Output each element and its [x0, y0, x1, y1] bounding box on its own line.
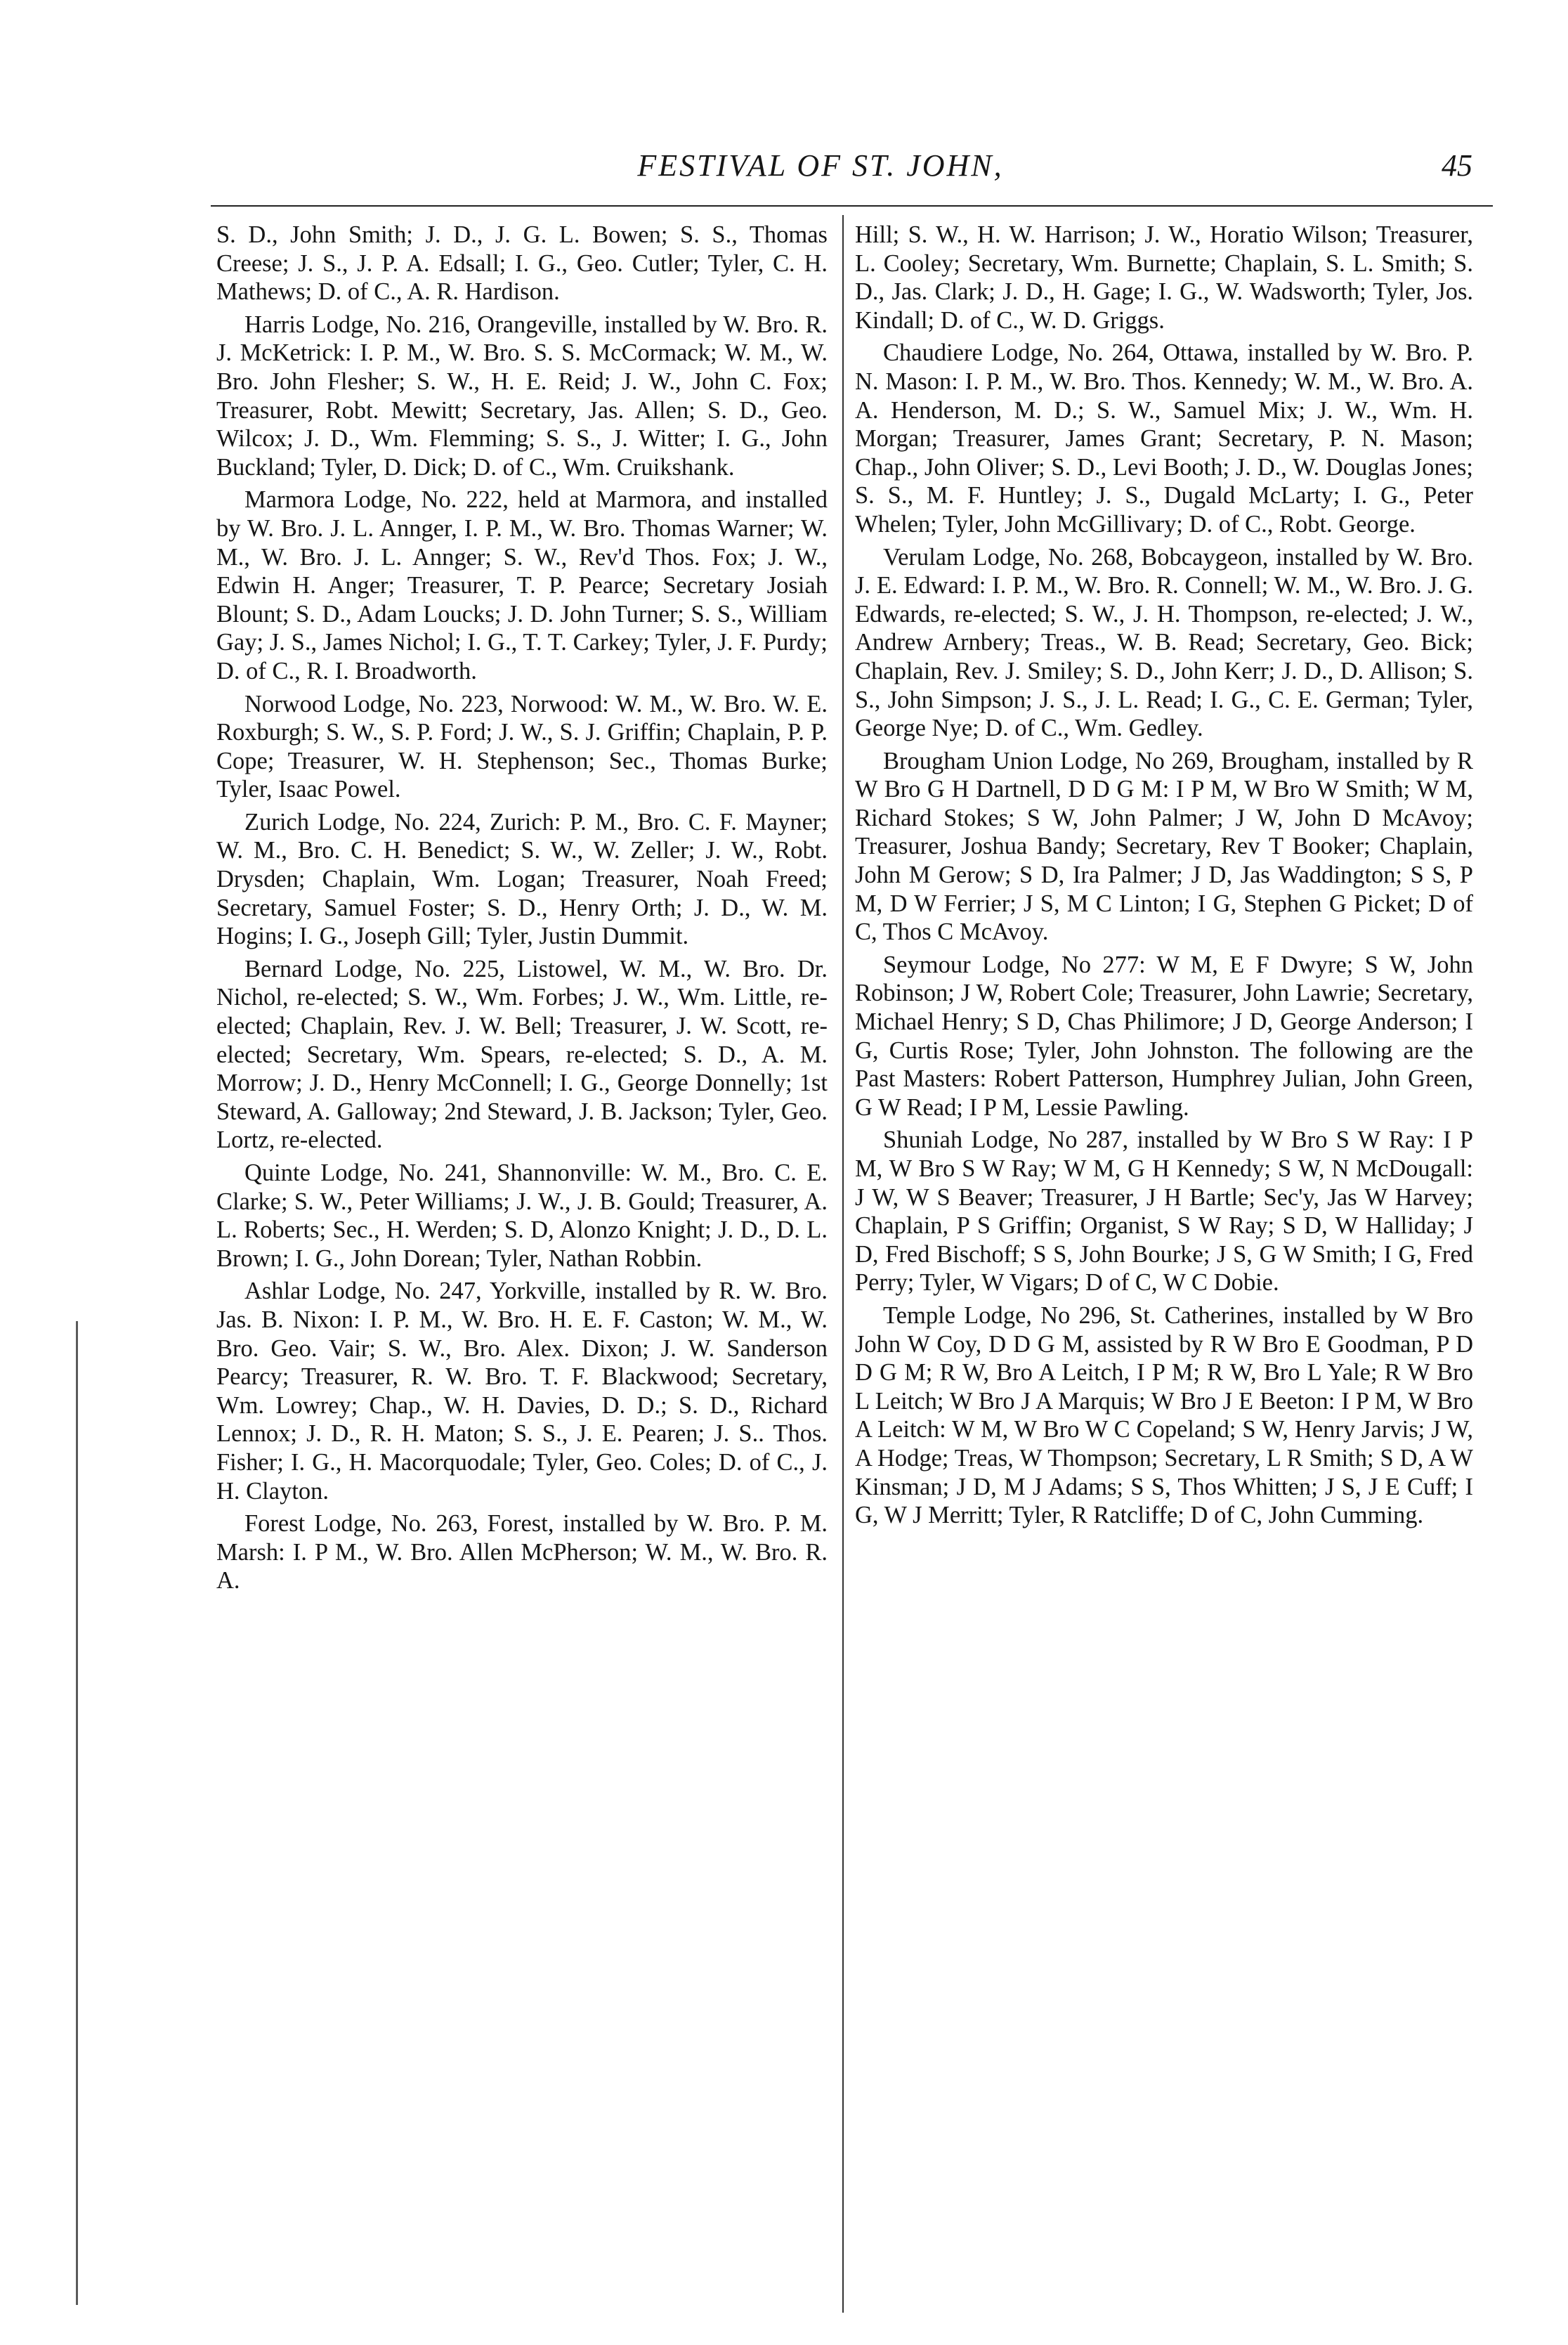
lodge-entry: Ashlar Lodge, No. 247, Yorkville, installed by R. W. Bro. Jas. B. Nixon: I. P. M., W. Bro. H. E. F. Caston; W. M., W. Bro. Geo. Vair; S. W., Bro. Alex. Dixon; J. W. Sanderson Pearcy; Treasurer, R. W. Bro. T. F. Blackwood; Secretary, Wm. Lowrey; Chap., W. H. Davies, D. D.; S. D., Richard Lennox; J. D., R. H. Maton; S. S., J. E. Pearen; J. S.. Thos. Fisher; I. G., H. Macorquodale; Tyler, Geo. Coles; D. of C., J. H. Clayton. — [216, 1278, 828, 1505]
lodge-entry: Marmora Lodge, No. 222, held at Marmora, and installed by W. Bro. J. L. Annger, I. P. M., W. Bro. Thomas Warner; W. M., W. Bro. J. L. Annger; S. W., Rev'd Thos. Fox; J. W., Edwin H. Anger; Treasurer, T. P. Pearce; Secretary Josiah Blount; S. D., Adam Loucks; J. D. John Turner; S. S., William Gay; J. S., James Nichol; I. G., T. T. Carkey; Tyler, J. F. Purdy; D. of C., R. I. Broadworth. — [216, 486, 828, 684]
right-column — [855, 221, 1473, 1530]
lodge-entry: Zurich Lodge, No. 224, Zurich: P. M., Bro. C. F. Mayner; W. M., Bro. C. H. Benedict; S. W., W. Zeller; J. W., Robt. Drysden; Chaplain, Wm. Logan; Treasurer, Noah Freed; Secretary, Samuel Foster; S. D., Henry Orth; J. D., W. M. Hogins; I. G., Joseph Gill; Tyler, Justin Dummit. — [216, 808, 828, 950]
lodge-entry: Harris Lodge, No. 216, Orangeville, installed by W. Bro. R. J. McKetrick: I. P. M., W. Bro. S. S. McCormack; W. M., W. Bro. John Flesher; S. W., H. E. Reid; J. W., John C. Fox; Treasurer, Robt. Mewitt; Secretary, Jas. Allen; S. D., Geo. Wilcox; J. D., Wm. Flemming; S. S., J. Witter; I. G., John Buckland; Tyler, D. Dick; D. of C., Wm. Cruikshank. — [216, 311, 828, 481]
lodge-entry: Brougham Union Lodge, No 269, Brougham, installed by R W Bro G H Dartnell, D D G M: I P M, W Bro W Smith; W M, Richard Stokes; S W, John Palmer; J W, John D McAvoy; Treasurer, Joshua Bandy; Secretary, Rev T Booker; Chaplain, John M Gerow; S D, Ira Palmer; J D, Jas Waddington; S S, P M, D W Ferrier; J S, M C Linton; I G, Stephen G Picket; D of C, Thos C McAvoy. — [855, 747, 1473, 946]
lodge-entry: Forest Lodge, No. 263, Forest, installed by W. Bro. P. M. Marsh: I. P M., W. Bro. Allen McPherson; W. M., W. Bro. R. A. — [216, 1510, 828, 1594]
lodge-entry: Norwood Lodge, No. 223, Norwood: W. M., W. Bro. W. E. Roxburgh; S. W., S. P. Ford; J. W., S. J. Griffin; Chaplain, P. P. Cope; Treasurer, W. H. Stephenson; Sec., Thomas Burke; Tyler, Isaac Powel. — [216, 690, 828, 803]
header-rule — [211, 205, 1493, 207]
left-column — [216, 221, 828, 1595]
lodge-entry: Shuniah Lodge, No 287, installed by W Bro S W Ray: I P M, W Bro S W Ray; W M, G H Kennedy; S W, N McDougall: J W, W S Beaver; Treasurer, J H Bartle; Sec'y, Jas W Harvey; Chaplain, P S Griffin; Organist, S W Ray; S D, W Halliday; J D, Fred Bischoff; S S, John Bourke; J S, G W Smith; I G, Fred Perry; Tyler, W Vigars; D of C, W C Dobie. — [855, 1126, 1473, 1297]
lodge-entry: Verulam Lodge, No. 268, Bobcaygeon, installed by W. Bro. J. E. Edward: I. P. M., W. Bro. R. Connell; W. M., W. Bro. J. G. Edwards, re-elected; S. W., J. H. Thompson, re-elected; J. W., Andrew Arnbery; Treas., W. B. Read; Secretary, Geo. Bick; Chaplain, Rev. J. Smiley; S. D., John Kerr; J. D., D. Allison; S. S., John Simpson; J. S., J. L. Read; I. G., C. E. German; Tyler, George Nye; D. of C., Wm. Gedley. — [855, 543, 1473, 742]
lodge-entry: Temple Lodge, No 296, St. Catherines, installed by W Bro John W Coy, D D G M, assisted by R W Bro E Goodman, P D D G M; R W, Bro A Leitch, I P M; R W, Bro L Yale; R W Bro L Leitch; W Bro J A Marquis; W Bro J E Beeton: I P M, W Bro A Leitch: W M, W Bro W C Copeland; S W, Henry Jarvis; J W, A Hodge; Treas, W Thompson; Secretary, L R Smith; S D, A W Kinsman; J D, M J Adams; S S, Thos Whitten; J S, J E Cuff; I G, W J Merritt; Tyler, R Ratcliffe; D of C, John Cumming. — [855, 1301, 1473, 1529]
page-header — [141, 148, 1501, 197]
page-number: 45 — [1442, 148, 1472, 183]
binding-mark — [76, 1321, 78, 2305]
lodge-entry: Bernard Lodge, No. 225, Listowel, W. M., W. Bro. Dr. Nichol, re-elected; S. W., Wm. Forbes; J. W., Wm. Little, re-elected; Chaplain, Rev. J. W. Bell; Treasurer, J. W. Scott, re-elected; Secretary, Wm. Spears, re-elected; S. D., A. M. Morrow; J. D., Henry McConnell; I. G., George Donnelly; 1st Steward, A. Galloway; 2nd Steward, J. B. Jackson; Tyler, Geo. Lortz, re-elected. — [216, 955, 828, 1154]
column-divider — [842, 215, 844, 2313]
lodge-entry: Chaudiere Lodge, No. 264, Ottawa, installed by W. Bro. P. N. Mason: I. P. M., W. Bro. Thos. Kennedy; W. M., W. Bro. A. A. Henderson, M. D.; S. W., Samuel Mix; J. W., Wm. H. Morgan; Treasurer, James Grant; Secretary, P. N. Mason; Chap., John Oliver; S. D., Levi Booth; J. D., W. Douglas Jones; S. S., M. F. Huntley; J. S., Dugald McLarty; I. G., Peter Whelen; Tyler, John McGillivary; D. of C., Robt. George. — [855, 339, 1473, 538]
running-title: FESTIVAL OF ST. JOHN, — [637, 148, 1004, 183]
lodge-entry: S. D., John Smith; J. D., J. G. L. Bowen; S. S., Thomas Creese; J. S., J. P. A. Edsall; I. G., Geo. Cutler; Tyler, C. H. Mathews; D. of C., A. R. Hardison. — [216, 221, 828, 306]
lodge-entry: Quinte Lodge, No. 241, Shannonville: W. M., Bro. C. E. Clarke; S. W., Peter Williams; J. W., J. B. Gould; Treasurer, A. L. Roberts; Sec., H. Werden; S. D, Alonzo Knight; J. D., D. L. Brown; I. G., John Dorean; Tyler, Nathan Robbin. — [216, 1159, 828, 1272]
lodge-entry: Seymour Lodge, No 277: W M, E F Dwyre; S W, John Robinson; J W, Robert Cole; Treasurer, John Lawrie; Secretary, Michael Henry; S D, Chas Philimore; J D, George Anderson; I G, Curtis Rose; Tyler, John Johnston. The following are the Past Masters: Robert Patterson, Humphrey Julian, John Green, G W Read; I P M, Lessie Pawling. — [855, 951, 1473, 1121]
lodge-entry: Hill; S. W., H. W. Harrison; J. W., Horatio Wilson; Treasurer, L. Cooley; Secretary, Wm. Burnette; Chaplain, S. L. Smith; S. D., Jas. Clark; J. D., H. Gage; I. G., W. Wadsworth; Tyler, Jos. Kindall; D. of C., W. D. Griggs. — [855, 221, 1473, 334]
